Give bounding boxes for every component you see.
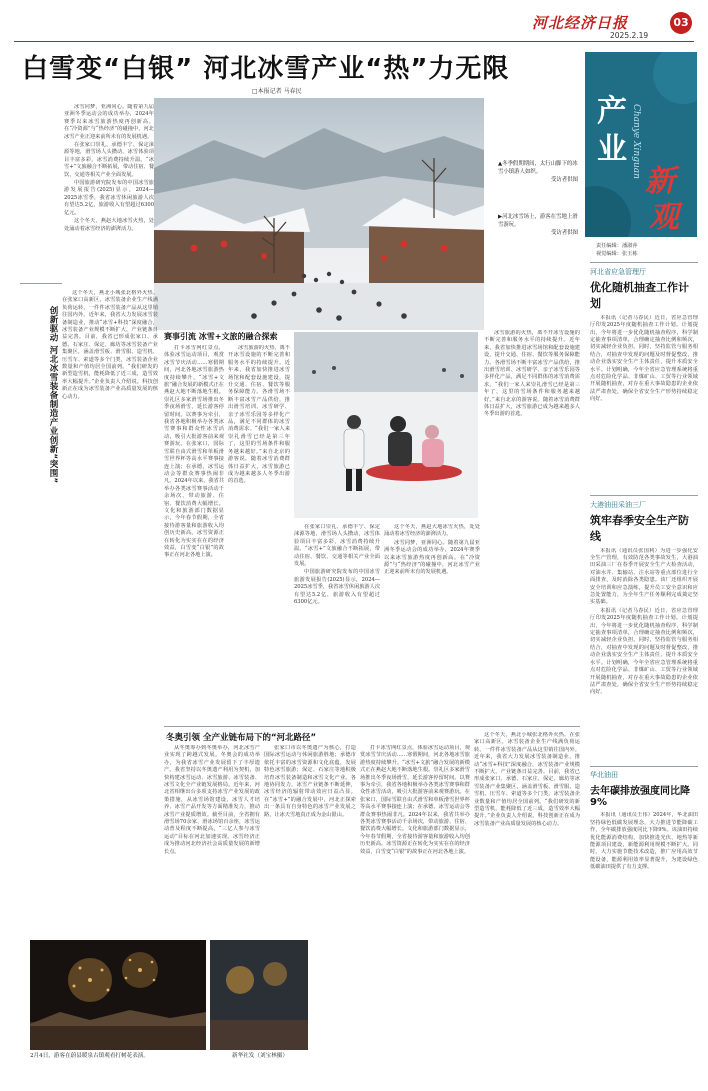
- top-photo-credit: 受访者供图: [551, 177, 578, 183]
- section1-body-5: 这个冬天，燕赵大地冰雪火热，处处涌动着冰雪经济的澎湃活力。: [384, 524, 480, 538]
- masthead-rule: [14, 41, 694, 42]
- article1-body: 本报讯（记者马春民）近日，省应急管理厅印发2025年度随机抽查工作计划。计划提出，今年将进一步优化随机抽查程序，科学制定抽查事项清单，合理确定抽查比例和频次，切实减轻企业负担。同时，坚持监管与服务相结合，对抽查中发现的问题及时督促整改，推动企业落实安全生产主体责任，提升本质安全水平。计划明确，今年全省应急管理系统将重点对危险化学品、非煤矿山、工贸等行业领域开展随机抽查，对存在重大事故隐患的企业依法严肃查处，确保全省安全生产形势持续稳定向好。: [590, 314, 698, 403]
- article1-title: 优化随机抽查工作计划: [590, 280, 689, 310]
- section2-heading: 冬奥引领 全产业链布局下的“河北路径”: [166, 733, 317, 743]
- section2-body-3: 打卡冰雪网红景点，体验冰雪运动项目，观赏冰雪节庆活动……寒假期间，河北各地冰雪旅游热度持续攀升。“冰雪+文旅”融合发展的新模式正在燕赵大地不断落地生根。崇礼区多家滑雪场推出冬季夜场滑雪，延长游客停留时间。以赛事为牵引，我省各地积极举办各类冰雪赛事和群众性冰雪活动，吸引大批游客前来观赛游玩。在张家口，国际雪联自由式滑雪和单板滑雪世界杯等高水平赛事接连上演；在承德，冰雪运动会等群众赛事热闹非凡。2024年以来，我省共举办各类冰雪赛事活动千余场次，带动旅游、住宿、餐饮消费大幅增长。文化和旅游部门数据显示，今年春节假期，全省接待游客量和旅游收入均创历史新高。冰雪资源正在转化为实实在在的经济效益，白雪变“白银”的故事正在河北各地上演。: [360, 745, 470, 855]
- right-photo-caption: ▶河北冰雪场上，游客在雪地上滑雪游玩。: [498, 214, 578, 228]
- section2-col-3: [360, 745, 470, 1041]
- photo-sledding: [294, 332, 478, 518]
- section1-body-2: 冰雪旅游的火热，离不开冰雪设施的不断完善和服务水平的持续提升。近年来，我省加快推进冰雪场馆和配套设施建设，提升交通、住宿、餐饮等服务保障能力。各滑雪场不断丰富冰雪产品供给，推出滑雪培训、冰雪研学、亲子冰雪乐园等多样化产品，满足不同群体的冰雪消费需求。“我们一家人来崇礼滑雪已经是第三年了，这里的雪场条件和服务越来越好。”来自北京的游客说。随着冰雪消费群体日益扩大，冰雪旅游已成为越来越多人冬季出游的首选。: [228, 345, 290, 485]
- paper-name: 河北经济日报: [532, 14, 629, 32]
- side-article-text: 这个冬天，燕北小城张北格外火热。在张家口高新区，冰雪装备企业生产线满负荷运转，一件件冰雪装备产品从这里销往国内外。近年来，我省大力发展冰雪装备制造业，推动“冰雪+科技”深度融合，冰雪装备产业规模不断扩大，产业链条日益完善。目前，我省已形成张家口、承德、石家庄、保定、廊坊等冰雪装备产业集聚区，涵盖滑雪板、滑雪服、造雪机、压雪车、索道等多个门类，冰雪装备企业数量和产值均居全国前列。“我们研发的新型造雪机，能耗降低了近三成，造雪效率大幅提升。”企业负责人介绍说。科技创新正在成为冰雪装备产业高质量发展的核心动力。: [62, 290, 158, 400]
- section1-col-5: [484, 330, 580, 722]
- article2-body-box: [590, 548, 698, 758]
- section1-col-1: [164, 345, 224, 721]
- top-photo-caption: ▲冬季假期期间，太行山脚下的冰雪小镇游人如织。: [498, 161, 578, 175]
- section-char-4: 观: [649, 200, 679, 235]
- bottom-right-illustration: [210, 940, 308, 1050]
- section-char-1: 产: [597, 94, 627, 129]
- section2-body-4: 这个冬天，燕北小城张北格外火热。在张家口高新区，冰雪装备企业生产线满负荷运转，一件件冰雪装备产品从这里销往国内外。近年来，我省大力发展冰雪装备制造业，推动“冰雪+科技”深度融合，冰雪装备产业规模不断扩大，产业链条日益完善。目前，我省已形成张家口、承德、石家庄、保定、廊坊等冰雪装备产业集聚区，涵盖滑雪板、滑雪服、造雪机、压雪车、索道等多个门类，冰雪装备企业数量和产值均居全国前列。“我们研发的新型造雪机，能耗降低了近三成，造雪效率大幅提升。”企业负责人介绍说。科技创新正在成为冰雪装备产业高质量发展的核心动力。: [474, 732, 580, 827]
- divider-1: [20, 283, 62, 284]
- article3-body-box: [590, 812, 698, 1022]
- right-col-divider-1: [590, 262, 698, 263]
- bottom-right-caption: 新华社发（刘宝林摄）: [232, 1053, 288, 1059]
- editor-credit: 责任编辑：潘淑萍: [596, 243, 638, 249]
- photo-snow-town: [154, 98, 484, 330]
- masthead: [0, 0, 708, 44]
- side-article-body: [62, 290, 158, 1010]
- divider-2: [164, 726, 580, 727]
- section1-col-2: [228, 345, 290, 721]
- section1-col-4: [384, 524, 480, 722]
- article3-kicker: 华北油田: [590, 771, 618, 780]
- section1-body-7: 冰雪旅游的火热，离不开冰雪设施的不断完善和服务水平的持续提升。近年来，我省加快推进冰雪场馆和配套设施建设，提升交通、住宿、餐饮等服务保障能力。各滑雪场不断丰富冰雪产品供给，推出滑雪培训、冰雪研学、亲子冰雪乐园等多样化产品，满足不同群体的冰雪消费需求。“我们一家人来崇礼滑雪已经是第三年了，这里的雪场条件和服务越来越好。”来自北京的游客说。随着冰雪消费群体日益扩大，冰雪旅游已成为越来越多人冬季出游的首选。: [484, 330, 580, 418]
- right-photo-credit: 受访者供图: [551, 230, 578, 236]
- section1-body-6: 冰雪同梦，亚洲同心。随着第九届亚洲冬季运动会的成功举办，2024年赛季以来冰雪旅游热度再创新高。在“冷资源”与“热经济”的碰撞中，河北冰雪产业正迎来前所未有的发展机遇。: [384, 539, 480, 576]
- article3-title: 去年碳排放强度同比降9%: [590, 786, 690, 809]
- article1-body-box: [590, 315, 698, 487]
- section1-col-3: [294, 524, 380, 722]
- right-column: [590, 262, 698, 1062]
- lead-para-1: 冰雪同梦，亚洲同心。随着第九届亚洲冬季运动会的成功举办，2024年赛季以来冰雪旅游热度再创新高。在“冷资源”与“热经济”的碰撞中，河北冰雪产业正迎来前所未有的发展机遇。: [64, 104, 154, 140]
- page-number-badge: [670, 12, 692, 34]
- article2-body: 本报讯（通讯员张国利）为进一步强化安全生产管理，有效防范各类事故发生，大港油田采油三厂在春季开展安全生产大检查活动，对油水井、集输站、注水站等重点部位进行全面排查，及时消除各类隐患。该厂还组织开展安全培训和应急演练，提升员工安全意识和应急处置能力，为全年生产任务顺利完成奠定坚实基础。: [590, 547, 698, 606]
- section-char-3: 新: [645, 164, 675, 199]
- article2-title: 筑牢春季安全生产防线: [590, 513, 689, 543]
- designer-credit: 视觉编辑：张玉栋: [596, 251, 638, 257]
- top-photo-caption-box: [498, 160, 578, 184]
- byline: □本报记者 马春民: [252, 88, 302, 95]
- bottom-left-caption: 2月4日，游客在蔚县暖泉古镇观看打树花表演。: [30, 1053, 149, 1059]
- article2-kicker: 大港油田采油三厂: [590, 500, 646, 509]
- right-col-divider-3: [590, 766, 698, 767]
- lead-para-2: 在张家口崇礼、承德丰宁、保定涞源等地，滑雪场人头攒动，冰雪体验项目丰富多彩，冰雪消费持续升温。“冰雪+”文旅融合不断拓展，带动住宿、餐饮、交通等相关产业全面发展。: [64, 142, 154, 178]
- section-char-2: 业: [597, 132, 627, 167]
- snow-town-illustration: [154, 98, 484, 330]
- right-col-divider-2: [590, 495, 698, 496]
- section2-col-4: [474, 732, 580, 1052]
- section1-body-3: 在张家口崇礼、承德丰宁、保定涞源等地，滑雪场人头攒动，冰雪体验项目丰富多彩，冰雪消费持续升温。“冰雪+”文旅融合不断拓展，带动住宿、餐饮、交通等相关产业全面发展。: [294, 524, 380, 568]
- section2-body-2: 张家口市以冬奥遗产为核心，打造国际冰雪运动与休闲旅游胜地；承德市依托丰富的冰雪资源和文化底蕴，发展特色冰雪旅游；保定、石家庄等地积极培育冰雪装备制造和冰雪文化产业。各地协同发力，冰雪产业链条不断延伸，冰雪经济的辐射带动效应日益凸显。在“冰雪+”的融合发展中，河北正探索出一条具有自身特色的冰雪产业发展之路，让冰天雪地真正成为金山银山。: [264, 745, 356, 818]
- photo-fireworks: [30, 940, 206, 1050]
- article2-body-extra: 本报讯（记者马春民）近日，省应急管理厅印发2025年度随机抽查工作计划。计划提出，今年将进一步优化随机抽查程序，科学制定抽查事项清单，合理确定抽查比例和频次，切实减轻企业负担。同时，坚持监管与服务相结合，对抽查中发现的问题及时督促整改，推动企业落实安全生产主体责任，提升本质安全水平。计划明确，今年全省应急管理系统将重点对危险化学品、非煤矿山、工贸等行业领域开展随机抽查，对存在重大事故隐患的企业依法严肃查处，确保全省安全生产形势持续稳定向好。: [590, 607, 698, 696]
- article1-kicker: 河北省应急管理厅: [590, 267, 646, 276]
- page-number: 03: [673, 16, 689, 29]
- section-banner: [585, 52, 697, 237]
- section1-body-4: 中国旅游研究院发布的中国冰雪旅游发展报告(2025)显示，2024—2025冰雪季，我省冰雪休闲旅游人次有望达5.2亿，旅游收入有望超过6300亿元。: [294, 569, 380, 606]
- photo-bottom-right: [210, 940, 308, 1050]
- side-vertical-heading: 创新驱动 河北冰雪装备制造产业创新“突围”: [48, 306, 58, 484]
- section2-body: 从冬奥筹办到冬奥举办，河北冰雪产业实现了跨越式发展。冬奥会的成功举办，为我省冰雪产业发展留下了丰厚遗产。我省坚持以冬奥遗产利用为契机，加快构建冰雪运动、冰雪旅游、冰雪装备、冰雪文化全产业链发展格局。近年来，河北省相继出台多项支持冰雪产业发展的政策措施，从冰雪场馆建设、冰雪人才培养、冰雪产品开发等方面精准发力，推动冰雪产业提质增效。截至目前，全省拥有滑雪场70余家、滑冰场馆百余座，冰雪运动普及程度不断提高，“三亿人参与冰雪运动”目标在河北加速实现。冰雪经济正成为推动河北经济社会高质量发展的新增长点。: [164, 745, 260, 855]
- section1-heading: 赛事引流 冰雪+文旅的融合探索: [164, 332, 278, 341]
- lead-para-3: 中国旅游研究院发布的中国冰雪旅游发展报告(2025)显示，2024—2025冰雪季，我省冰雪休闲旅游人次有望达5.2亿，旅游收入有望超过6300亿元。: [64, 180, 154, 216]
- fireworks-illustration: [30, 940, 206, 1050]
- section-pinyin: Chanye Xinguan: [631, 104, 641, 179]
- sledding-illustration: [294, 332, 478, 518]
- section1-body: 打卡冰雪网红景点，体验冰雪运动项目，观赏冰雪节庆活动……寒假期间，河北各地冰雪旅游热度持续攀升。“冰雪+文旅”融合发展的新模式正在燕赵大地不断落地生根。崇礼区多家滑雪场推出冬季夜场滑雪，延长游客停留时间。以赛事为牵引，我省各地积极举办各类冰雪赛事和群众性冰雪活动，吸引大批游客前来观赛游玩。在张家口，国际雪联自由式滑雪和单板滑雪世界杯等高水平赛事接连上演；在承德，冰雪运动会等群众赛事热闹非凡。2024年以来，我省共举办各类冰雪赛事活动千余场次，带动旅游、住宿、餐饮消费大幅增长。文化和旅游部门数据显示，今年春节假期，全省接待游客量和旅游收入均创历史新高。冰雪资源正在转化为实实在在的经济效益，白雪变“白银”的故事正在河北各地上演。: [164, 345, 224, 559]
- issue-date: 2025.2.19: [610, 31, 649, 40]
- lead-para-4: 这个冬天，燕赵大地冰雪火热，处处涌动着冰雪经济的澎湃活力。: [64, 218, 154, 232]
- main-headline: 白雪变“白银” 河北冰雪产业“热”力无限: [22, 54, 510, 84]
- article3-body: 本报讯（通讯员王伟）2024年，华北油田坚持绿色低碳发展理念，大力推进节能降碳工作，全年碳排放强度同比下降9%。该油田持续优化能源消费结构，加快推进光伏、地热等新能源项目建设，新能源利用规模不断扩大。同时，大力实施节能技术改造，推广应用高效节能设备，能源利用效率显著提升，为建设绿色低碳油田提供了有力支撑。: [590, 812, 698, 871]
- right-photo-caption-box: [498, 213, 578, 237]
